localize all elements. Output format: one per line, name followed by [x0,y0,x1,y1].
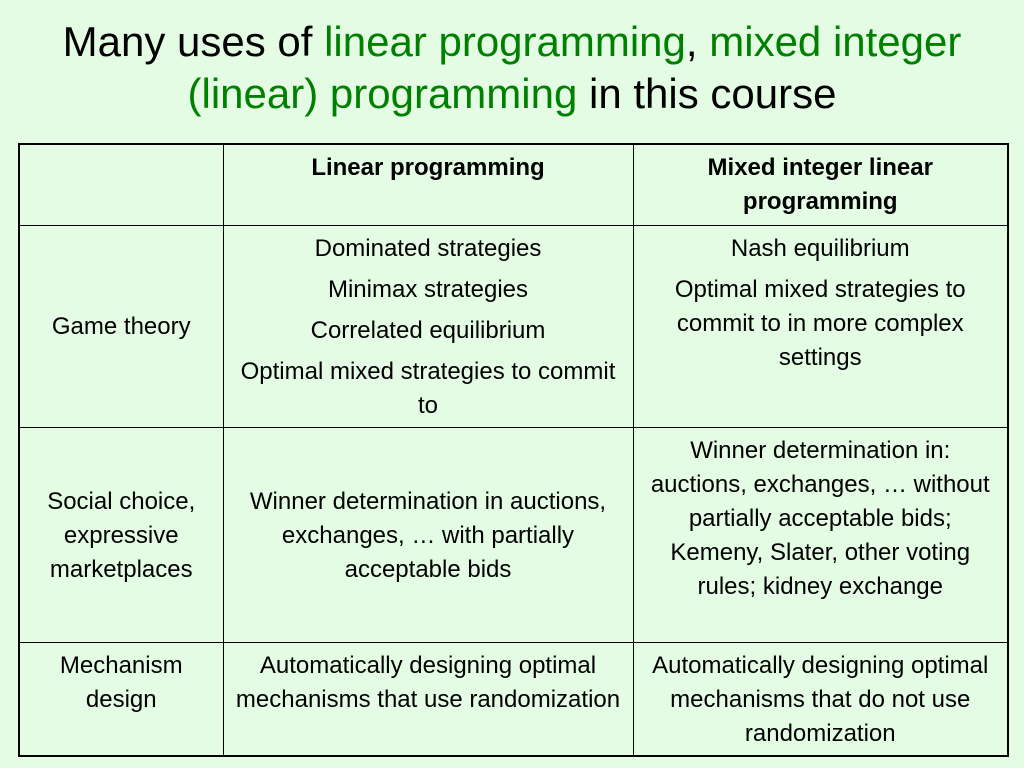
cell-item: Minimax strategies [327,275,529,303]
comparison-table [18,143,1009,757]
cell-social-choice-milp [633,427,1008,642]
cell-item: Winner determination in: auctions, exchanges, … without partially acceptable bids; Kemeny, Slater, other voting rules; kidney exchange [650,436,990,600]
cell-item: Winner determination in auctions, exchanges, … with partially acceptable bids [249,487,607,583]
title-mixed-integer-programming: mixed integer (linear) programming [187,18,962,117]
row-label-game-theory: Game theory [19,225,223,427]
comparison-table-container [18,143,1007,757]
cell-item: Automatically designing optimal mechanisms that use randomization [235,651,621,713]
cell-mechanism-design-lp [223,642,633,756]
slide-title [0,16,1024,120]
cell-item: Automatically designing optimal mechanisms that do not use randomization [652,651,989,747]
title-linear-programming: linear programming [324,18,686,65]
cell-item: Dominated strategies [314,234,542,262]
header-mixed-integer-linear-programming: Mixed integer linear programming [633,144,1008,225]
title-text-plain: Many uses of [62,18,325,65]
cell-item: Optimal mixed strategies to commit to in more complex settings [674,275,966,371]
cell-item: Correlated equilibrium [310,316,546,344]
table-header-row [19,144,1008,225]
title-suffix: in this course [577,70,837,117]
row-label-mechanism-design: Mechanism design [19,642,223,756]
cell-game-theory-milp [633,225,1008,427]
cell-item: Optimal mixed strategies to commit to [240,357,616,419]
cell-social-choice-lp [223,427,633,642]
row-label-social-choice: Social choice, expressive marketplaces [19,427,223,642]
cell-game-theory-lp [223,225,633,427]
table-row-mechanism-design [19,642,1008,756]
table-row-social-choice [19,427,1008,642]
table-row-game-theory [19,225,1008,427]
title-separator: , [685,18,710,65]
header-empty-cell [19,144,223,225]
header-linear-programming: Linear programming [223,144,633,225]
cell-item: Nash equilibrium [730,234,910,262]
cell-mechanism-design-milp [633,642,1008,756]
